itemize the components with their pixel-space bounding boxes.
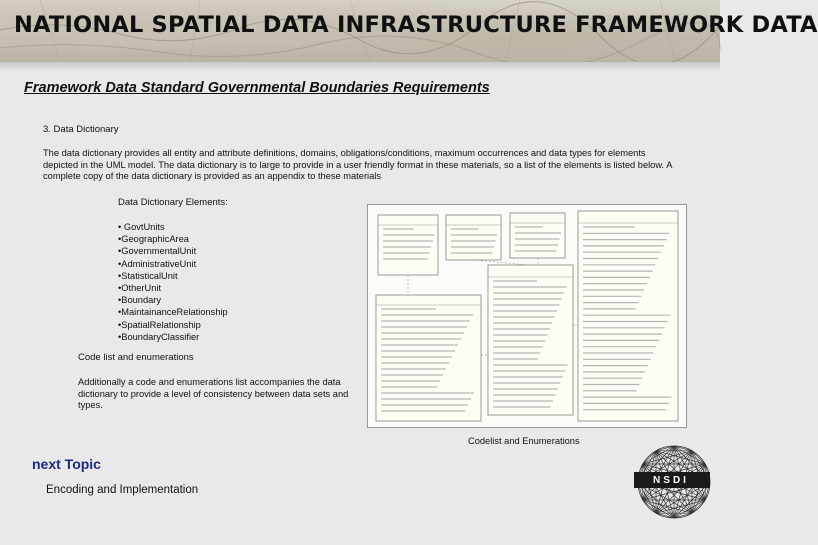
list-item: •BoundaryClassifier [118, 331, 200, 342]
next-topic-title: Encoding and Implementation [46, 484, 199, 496]
uml-codelist-diagram [367, 204, 687, 428]
list-item: •Boundary [118, 295, 162, 306]
logo-text: NSDI [653, 475, 689, 486]
list-item: •AdministrativeUnit [118, 258, 197, 269]
title-banner [0, 0, 818, 62]
list-item: •GovernmentalUnit [118, 246, 197, 257]
banner-title: NATIONAL SPATIAL DATA INFRASTRUCTURE FRAMEWORK DATA [14, 12, 818, 38]
list-item: •OtherUnit [118, 283, 162, 294]
list-item: •SpatialRelationship [118, 319, 201, 330]
banner-shadow [0, 62, 720, 72]
list-item: •StatisticalUnit [118, 270, 178, 281]
nsdi-logo-graphic [636, 434, 720, 540]
list-item: • GovtUnits [118, 222, 165, 232]
list-item: •GeographicArea [118, 234, 189, 245]
code-list-paragraph: Additionally a code and enumerations list accompanies the data dictionary to provide a level of consistency between data sets and types. [78, 377, 349, 410]
next-topic-link[interactable]: next Topic [32, 456, 101, 472]
intro-paragraph: The data dictionary provides all entity and attribute definitions, domains, obligations/conditions, maximum occurrences and data types for elements depicted in the UML model. The data dictionary is to large to provide in a user friendly format in these materials, so a list of the elements is listed below. A complete copy of the data dictionary is provided as an appendix to these materials [43, 148, 672, 181]
uml-diagram-graphic [368, 205, 686, 427]
data-dictionary-list [118, 221, 228, 343]
data-dictionary-title: Data Dictionary Elements: [118, 197, 228, 208]
nsdi-globe-network-icon [636, 434, 720, 540]
section-number: 3. Data Dictionary [43, 124, 119, 135]
code-list-title: Code list and enumerations [78, 352, 194, 363]
slide-heading: Framework Data Standard Governmental Boundaries Requirements [24, 80, 490, 96]
list-item: •MaintainanceRelationship [118, 307, 228, 318]
diagram-caption: Codelist and Enumerations [468, 436, 580, 446]
